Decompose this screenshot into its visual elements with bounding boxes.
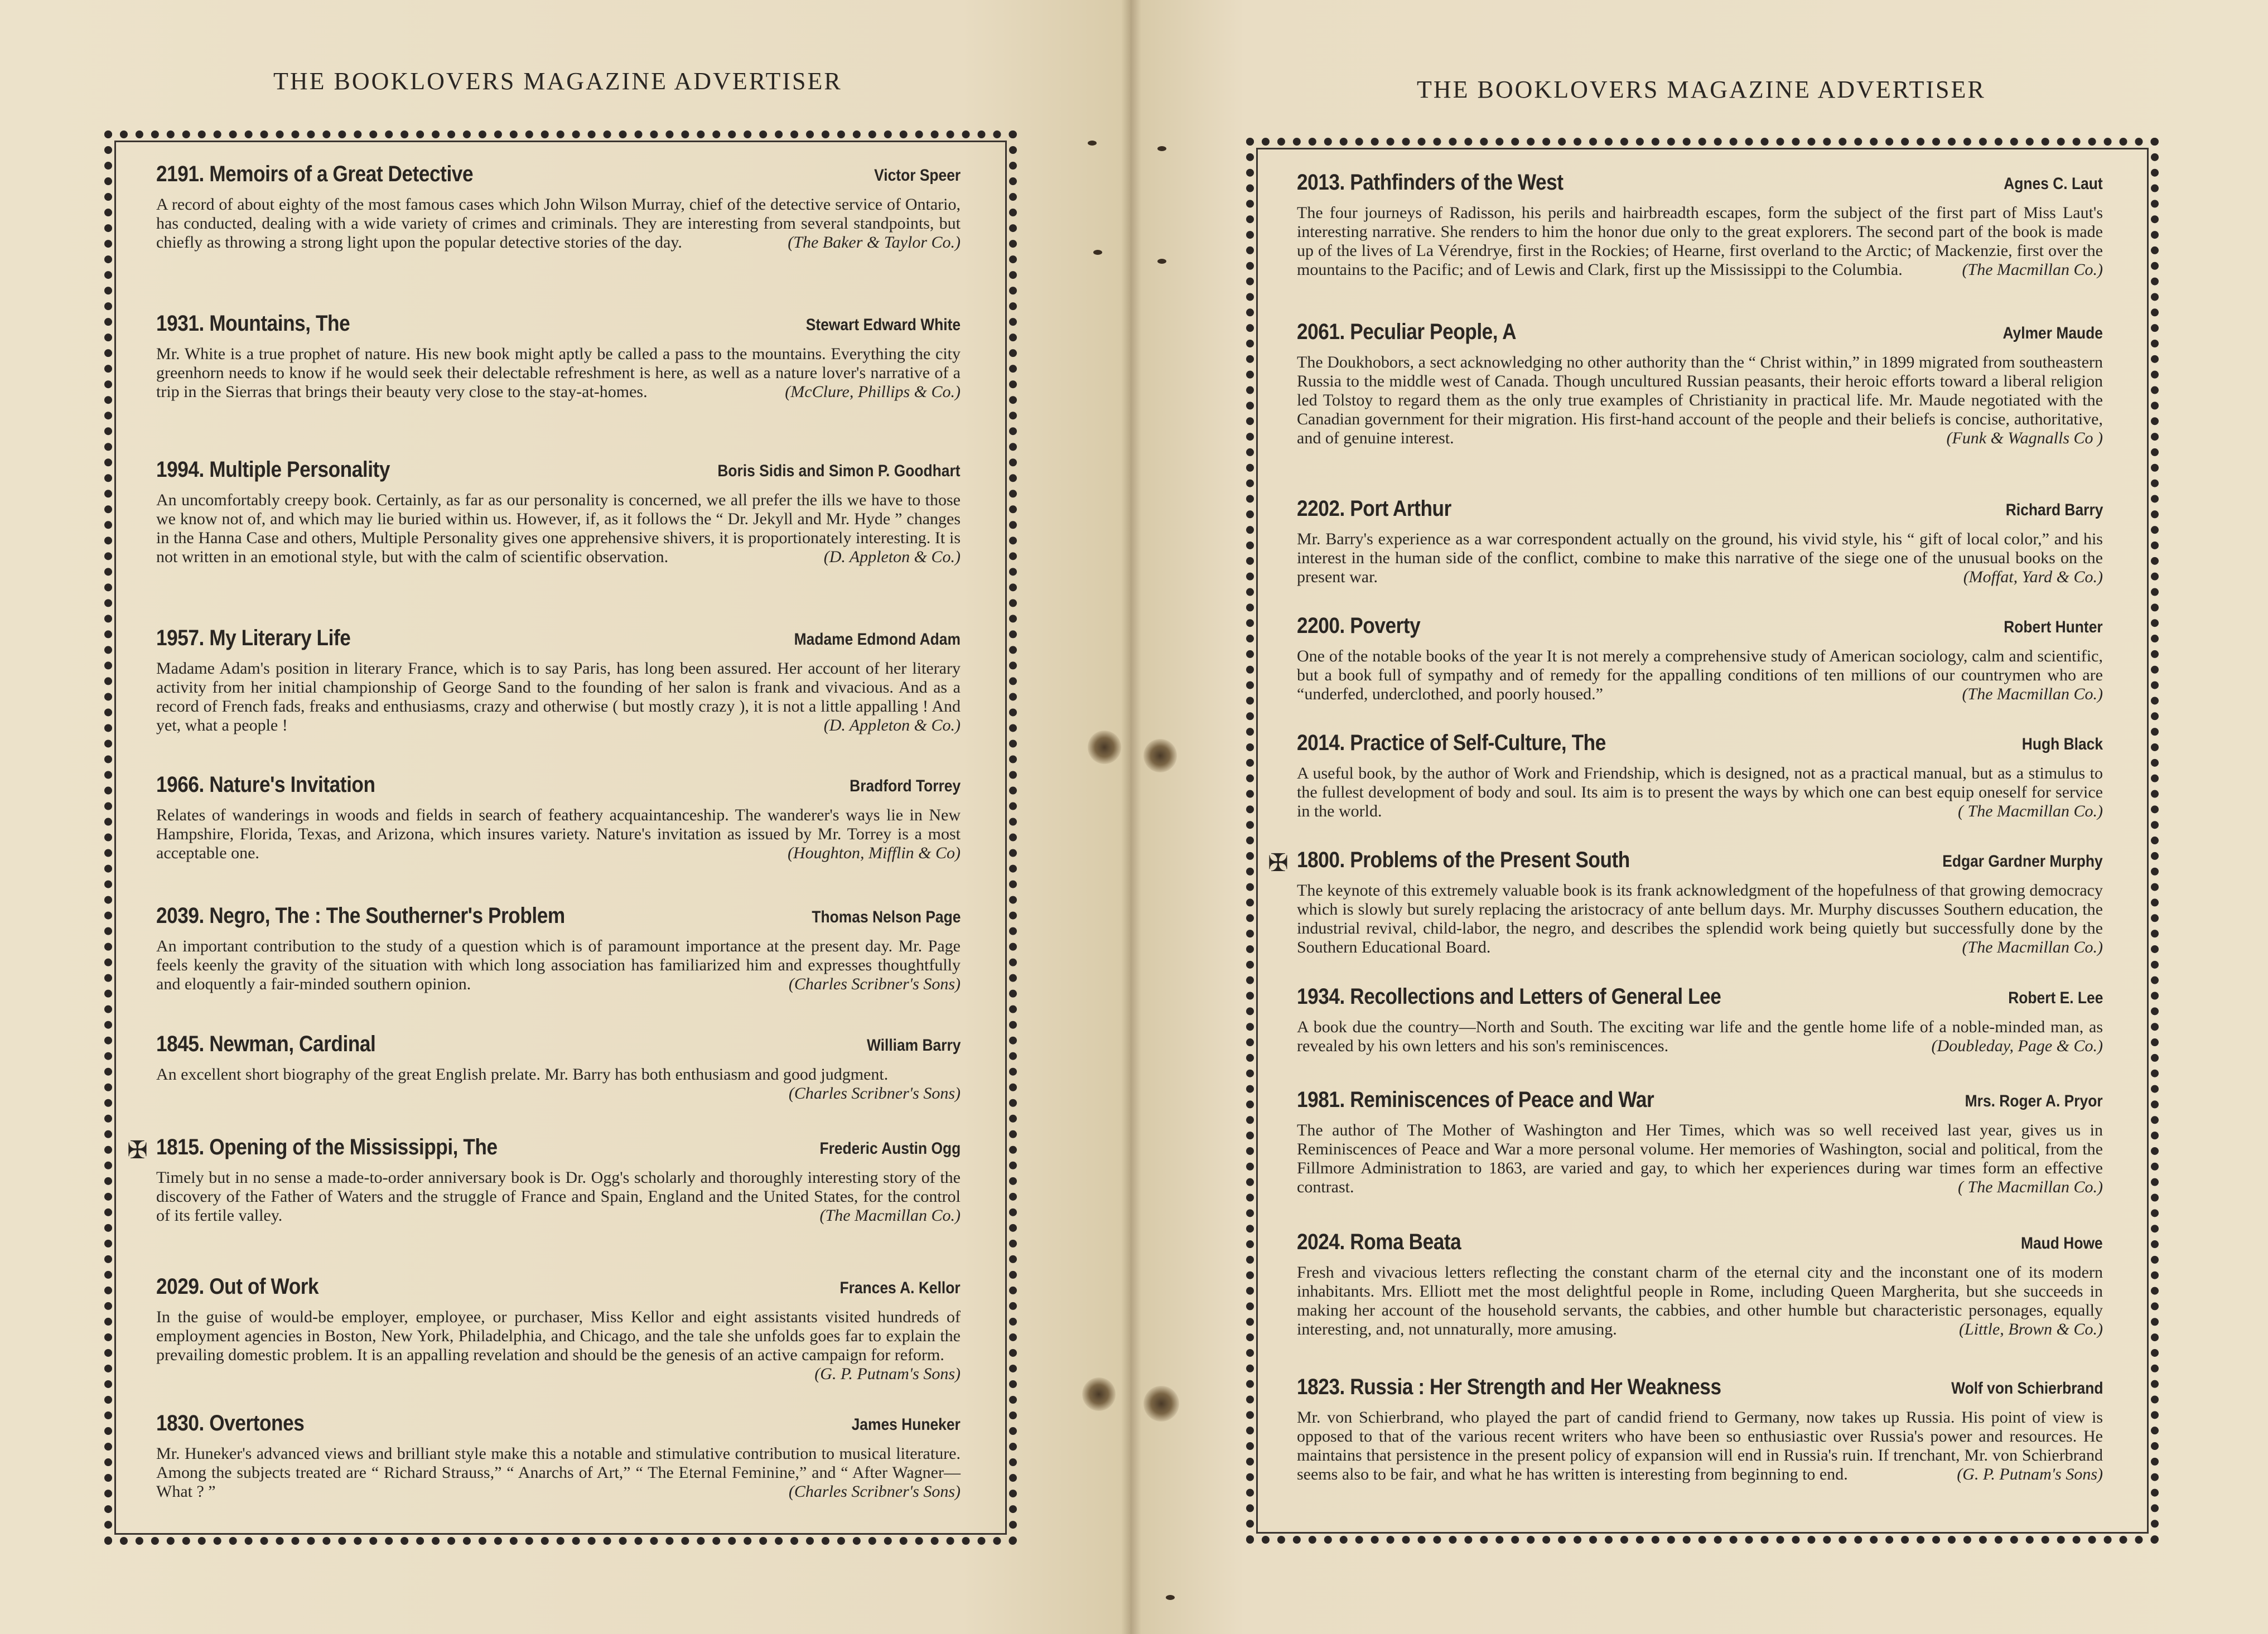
book-title: Nature's Invitation	[209, 772, 375, 797]
book-entry	[156, 1411, 961, 1501]
book-author: Frederic Austin Ogg	[819, 1139, 961, 1158]
speck	[1088, 141, 1097, 146]
book-entry	[1297, 613, 2103, 704]
description-text: Timely but in no sense a made-to-order anniversary book is Dr. Ogg's scholarly and thoroughly interesting story of the discovery of the Father of Waters and the struggle of France and Spain, England and the United States, for the control of its fertile valley.	[156, 1168, 961, 1225]
entry-title	[1297, 1230, 1461, 1255]
description-text: Mr. Barry's experience as a war correspondent actually on the ground, his vivid style, his “ gift of local color,” and his interest in the human side of the conflict, combine to make this narrative of the siege one of the unusual books on the present war.	[1297, 530, 2103, 586]
entry-title	[156, 772, 375, 797]
book-title: Memoirs of a Great Detective	[209, 162, 474, 186]
entry-description	[1297, 353, 2103, 448]
description-text: Mr. von Schierbrand, who played the part of candid friend to Germany, now takes up Russia. His point of view is opposed to that of the various recent writers who have been so enthusiastic over Russia's power and resources. He maintains that persistence in the present policy of expansion will end in Russia's ruin. If trenchant, Mr. von Schierbrand seems also to be fair, and what he has written is interesting from beginning to end.	[1297, 1408, 2103, 1483]
cross-marker-icon: ✠	[127, 1136, 148, 1164]
entry-heading	[156, 626, 961, 657]
entry-heading	[1297, 320, 2103, 351]
entry-heading	[156, 457, 961, 489]
book-entry	[156, 772, 961, 863]
description-text: The Doukhobors, a sect acknowledging no other authority than the “ Christ within,” in 1899 migrated from southeastern Russia to the middle west of Canada. Though uncultured Russian peasants, their heroic efforts toward a liberal religion led Tolstoy to regard them as the only true examples of Christianity in practical life. Mr. Maude negotiated with the Canadian government for their migration. His first-hand account of the people and their beliefs is concise, authoritative, and of genuine interest.	[1297, 353, 2103, 447]
book-entry	[1297, 170, 2103, 279]
book-entry	[1297, 1087, 2103, 1197]
publisher-name: (Charles Scribner's Sons)	[788, 975, 961, 993]
entry-number: 1957.	[156, 626, 204, 650]
description-text: Madame Adam's position in literary France, which is to say Paris, has long been assured. Her account of her literary activity from her initial championship of George Sand to the founding of her salon is frank and vivacious. And as a record of French fads, freaks and enthusiasms, crazy and otherwise ( but mostly crazy ), it is not a little appalling ! And yet, what a people !	[156, 659, 961, 734]
description-text: Relates of wanderings in woods and fields in search of feathery acquaintanceship. The wanderer's ways lie in New Hampshire, Florida, Texas, and Arizona, which insures variety. Nature's invitation as issued by Mr. Torrey is a most acceptable one.	[156, 806, 961, 862]
entry-description	[1297, 1263, 2103, 1339]
entry-description	[156, 345, 961, 402]
book-entry	[1297, 1375, 2103, 1484]
entry-title	[1297, 320, 1516, 345]
entry-heading	[1268, 848, 2103, 879]
stain-mark	[1082, 1377, 1116, 1411]
book-title: Opening of the Mississippi, The	[209, 1135, 498, 1159]
book-author: Edgar Gardner Murphy	[1942, 852, 2103, 871]
entry-number: 1823.	[1297, 1375, 1345, 1399]
description-text: A book due the country—North and South. The exciting war life and the gentle home life of a noble-minded man, as revealed by his own letters and his son's reminiscences.	[1297, 1018, 2103, 1055]
entry-description	[1297, 1121, 2103, 1197]
entry-heading	[1297, 1087, 2103, 1119]
book-title: Overtones	[209, 1411, 305, 1435]
entry-description	[156, 491, 961, 567]
book-entry	[156, 311, 961, 402]
stain-mark	[1143, 1386, 1179, 1422]
entry-description	[1297, 881, 2103, 957]
entry-number: 2029.	[156, 1274, 204, 1299]
book-entry	[1268, 848, 2103, 957]
entry-heading	[127, 1135, 961, 1166]
book-title: Out of Work	[209, 1274, 319, 1299]
description-text: Mr. White is a true prophet of nature. His new book might aptly be called a pass to the mountains. Everything the city greenhorn needs to know if he would seek their delectable refreshment is here, as well as a nature lover's narrative of a trip in the Sierras that brings their beauty very close to the stay-at-homes.	[156, 345, 961, 401]
book-author: William Barry	[866, 1036, 961, 1055]
entry-title	[1297, 1375, 1721, 1400]
book-author: Frances A. Kellor	[839, 1279, 961, 1297]
description-text: Fresh and vivacious letters reflecting the constant charm of the eternal city and the inconstant one of its modern inhabitants. Mrs. Elliott met the most delightful people in Rome, including Queen Margherita, but she succeeds in making her account of the household servants, the cabbies, and other humble but characteristic personages, equally interesting, and, not unnaturally, more amusing.	[1297, 1263, 2103, 1338]
entry-description	[156, 195, 961, 252]
book-author: Stewart Edward White	[805, 316, 961, 334]
entry-description	[1297, 1018, 2103, 1056]
book-author: Madame Edmond Adam	[794, 630, 961, 649]
book-title: Newman, Cardinal	[209, 1032, 376, 1056]
entry-title	[156, 626, 350, 651]
entry-heading	[156, 1032, 961, 1063]
entry-description	[156, 1444, 961, 1501]
entry-title	[1297, 170, 1564, 195]
entry-description	[1297, 764, 2103, 821]
speck	[1157, 146, 1166, 151]
description-text: The four journeys of Radisson, his perils and hairbreadth escapes, form the subject of the first part of Miss Laut's interesting narrative. She renders to him the honor due only to the great explorers. The second part of the book is made up of the lives of La Vérendrye, first in the Rockies; of Hearne, first overland to the Arctic; of Mackenzie, first over the mountains to the Pacific; and of Lewis and Clark, first up the Mississippi to the Columbia.	[1297, 204, 2103, 279]
book-entry	[156, 457, 961, 567]
entry-description	[1297, 647, 2103, 704]
book-title: Multiple Personality	[209, 457, 390, 482]
entry-number: 1830.	[156, 1411, 204, 1435]
publisher-name: (Houghton, Mifflin & Co)	[788, 844, 961, 862]
entry-heading	[1297, 613, 2103, 645]
entry-title	[1297, 731, 1606, 756]
publisher-name: (The Macmillan Co.)	[1962, 260, 2103, 279]
book-title: My Literary Life	[209, 626, 351, 650]
entry-title	[1297, 848, 1630, 873]
entry-number: 2061.	[1297, 320, 1345, 344]
speck	[1093, 250, 1102, 255]
publisher-name: ( The Macmillan Co.)	[1958, 1178, 2103, 1196]
book-title: Recollections and Letters of General Lee	[1350, 984, 1721, 1009]
book-entry	[1297, 731, 2103, 821]
entry-number: 2014.	[1297, 731, 1345, 755]
book-entry	[156, 162, 961, 252]
publisher-name: (Charles Scribner's Sons)	[788, 1084, 961, 1103]
book-author: Hugh Black	[2021, 735, 2103, 753]
book-author: Robert E. Lee	[2008, 989, 2103, 1007]
book-entry	[156, 626, 961, 735]
entry-heading	[156, 903, 961, 935]
book-author: Aylmer Maude	[2002, 324, 2103, 342]
book-author: Boris Sidis and Simon P. Goodhart	[717, 462, 961, 480]
entry-title	[156, 903, 565, 929]
entry-title	[156, 1274, 319, 1299]
book-author: Wolf von Schierbrand	[1951, 1379, 2103, 1398]
speck	[1157, 259, 1166, 264]
entry-heading	[156, 311, 961, 342]
book-author: James Huneker	[851, 1415, 961, 1434]
description-text: One of the notable books of the year It is not merely a comprehensive study of American sociology, calm and scientific, but a book full of sympathy and of remedy for the appalling conditions of ten millions of our countrymen who are “underfed, underclothed, and poorly housed.”	[1297, 647, 2103, 703]
book-entry	[1297, 1230, 2103, 1339]
entry-heading	[156, 162, 961, 193]
book-entry	[1297, 984, 2103, 1056]
book-author: Agnes C. Laut	[2004, 175, 2103, 193]
description-text: In the guise of would-be employer, employee, or purchaser, Miss Kellor and eight assistants visited hundreds of employment agencies in Boston, New York, Philadelphia, and Chicago, and the tale she unfolds goes far to explain the prevailing domestic problem. It is an appalling revelation and should be the genesis of an active campaign for reform.	[156, 1308, 961, 1364]
book-title: Pathfinders of the West	[1350, 170, 1564, 195]
entry-heading	[156, 1411, 961, 1442]
entry-description	[1297, 204, 2103, 279]
description-text: A useful book, by the author of Work and Friendship, which is designed, not as a practical manual, but as a stimulus to the fullest development of body and soul. Its aim is to present the ways by which one can best equip oneself for service in the world.	[1297, 764, 2103, 820]
entry-title	[156, 457, 390, 482]
entry-heading	[156, 772, 961, 804]
book-title: Mountains, The	[209, 311, 350, 336]
description-text: An important contribution to the study of a question which is of paramount importance at the present day. Mr. Page feels keenly the gravity of the situation with which long association has familiarized him and expresses thoughtfully and eloquently a fair-minded southern opinion.	[156, 937, 961, 993]
publisher-name: (Charles Scribner's Sons)	[788, 1482, 961, 1501]
entry-number: 1934.	[1297, 984, 1345, 1009]
publisher-name: (D. Appleton & Co.)	[823, 548, 961, 566]
publisher-name: (The Baker & Taylor Co.)	[788, 233, 961, 252]
book-title: Reminiscences of Peace and War	[1350, 1087, 1654, 1112]
book-title: Poverty	[1350, 613, 1421, 638]
entry-number: 2013.	[1297, 170, 1345, 195]
book-entry	[156, 1274, 961, 1384]
book-title: Port Arthur	[1350, 496, 1451, 521]
publisher-name: (Doubleday, Page & Co.)	[1931, 1037, 2103, 1055]
book-author: Richard Barry	[2005, 501, 2103, 519]
book-author: Robert Hunter	[2004, 618, 2103, 636]
cross-marker-icon: ✠	[1268, 849, 1289, 877]
book-title: Negro, The : The Southerner's Problem	[209, 903, 565, 928]
entry-title	[156, 162, 473, 187]
stain-mark	[1143, 739, 1177, 772]
publisher-name: ( The Macmillan Co.)	[1958, 802, 2103, 820]
entry-title	[156, 1411, 304, 1436]
entry-number: 2024.	[1297, 1230, 1345, 1254]
book-entry	[156, 1032, 961, 1103]
entry-number: 2202.	[1297, 496, 1345, 521]
description-text: An uncomfortably creepy book. Certainly, as far as our personality is concerned, we all prefer the ills we have to those we know not of, and which may lie buried within us. However, if, as it follows the “ Dr. Jekyll and Mr. Hyde ” changes in the Hanna Case and others, Multiple Personality gives one apprehensive shivers, it is proportionately interesting. It is not written in an emotional style, but with the calm of scientific observation.	[156, 491, 961, 566]
publisher-name: (Funk & Wagnalls Co )	[1946, 429, 2103, 447]
entry-description	[156, 1065, 961, 1103]
entry-number: 2191.	[156, 162, 204, 186]
book-entry	[127, 1135, 961, 1225]
entry-description	[1297, 1408, 2103, 1484]
entry-description	[156, 937, 961, 994]
book-author: Thomas Nelson Page	[811, 908, 961, 926]
entry-heading	[1297, 984, 2103, 1016]
entry-title	[156, 1032, 375, 1057]
publisher-name: (Little, Brown & Co.)	[1958, 1320, 2103, 1338]
entry-title	[156, 1135, 498, 1160]
publisher-name: (The Macmillan Co.)	[819, 1206, 961, 1225]
book-title: Peculiar People, A	[1350, 320, 1517, 344]
entry-description	[156, 659, 961, 735]
publisher-name: (Moffat, Yard & Co.)	[1963, 568, 2103, 586]
page-header: THE BOOKLOVERS MAGAZINE ADVERTISER	[273, 67, 842, 95]
publisher-name: (G. P. Putnam's Sons)	[1957, 1465, 2103, 1483]
description-text: An excellent short biography of the great English prelate. Mr. Barry has both enthusiasm and good judgment.	[156, 1065, 889, 1084]
book-title: Problems of the Present South	[1350, 848, 1630, 872]
publisher-name: (D. Appleton & Co.)	[823, 716, 961, 734]
stain-mark	[1088, 731, 1121, 764]
entry-description	[1297, 530, 2103, 587]
entry-heading	[1297, 731, 2103, 762]
publisher-name: (The Macmillan Co.)	[1962, 685, 2103, 703]
entry-number: 1815.	[156, 1135, 204, 1159]
entry-title	[1297, 984, 1721, 1009]
entry-heading	[156, 1274, 961, 1306]
book-author: Bradford Torrey	[849, 777, 961, 795]
book-entry	[156, 903, 961, 994]
page-header: THE BOOKLOVERS MAGAZINE ADVERTISER	[1417, 76, 1986, 103]
entry-description	[156, 806, 961, 863]
book-author: Mrs. Roger A. Pryor	[1965, 1092, 2103, 1110]
entry-title	[1297, 1087, 1654, 1113]
description-text: The keynote of this extremely valuable book is its frank acknowledgment of the hopefulness of that growing democracy which is slowly but surely replacing the aristocracy of ante bellum days. Mr. Murphy discusses Southern education, the industrial revival, child-labor, the negro, and describes the splendid work being quietly but successfully done by the Southern Educational Board.	[1297, 881, 2103, 956]
description-text: A record of about eighty of the most famous cases which John Wilson Murray, chief of the detective service of Ontario, has conducted, dealing with a wide variety of crimes and criminals. They are interesting from several standpoints, but chiefly as throwing a strong light upon the popular detective stories of the day.	[156, 195, 961, 252]
entry-number: 1994.	[156, 457, 204, 482]
entry-description	[156, 1168, 961, 1225]
entry-number: 1931.	[156, 311, 204, 336]
description-text: Mr. Huneker's advanced views and brilliant style make this a notable and stimulative contribution to musical literature. Among the subjects treated are “ Richard Strauss,” “ Anarchs of Art,” “ The Eternal Feminine,” and “ After Wagner—What ? ”	[156, 1444, 961, 1501]
entry-title	[156, 311, 350, 336]
book-author: Maud Howe	[2021, 1234, 2103, 1253]
entry-number: 1966.	[156, 772, 204, 797]
speck	[1166, 1595, 1175, 1600]
entry-heading	[1297, 1375, 2103, 1406]
book-entry	[1297, 496, 2103, 587]
entry-heading	[1297, 170, 2103, 201]
entry-number: 1981.	[1297, 1087, 1345, 1112]
entry-description	[156, 1308, 961, 1383]
book-entry	[1297, 320, 2103, 448]
publisher-name: (McClure, Phillips & Co.)	[785, 383, 961, 401]
book-title: Russia : Her Strength and Her Weakness	[1350, 1375, 1721, 1399]
entry-heading	[1297, 1230, 2103, 1261]
publisher-name: (The Macmillan Co.)	[1962, 938, 2103, 956]
entry-number: 1800.	[1297, 848, 1345, 872]
book-title: Practice of Self-Culture, The	[1350, 731, 1606, 755]
entry-number: 2200.	[1297, 613, 1345, 638]
entry-heading	[1297, 496, 2103, 528]
book-author: Victor Speer	[874, 166, 961, 185]
entry-title	[1297, 613, 1420, 639]
entry-number: 1845.	[156, 1032, 204, 1056]
description-text: The author of The Mother of Washington and Her Times, which was so well received last year, gives us in Reminiscences of Peace and War a more personal volume. Her memories of Washington, social and political, from the Fillmore Administration to 1863, are varied and gay, to which her experiences during war times form an effective contrast.	[1297, 1121, 2103, 1196]
book-title: Roma Beata	[1350, 1230, 1461, 1254]
publisher-name: (G. P. Putnam's Sons)	[814, 1365, 961, 1383]
book-gutter	[1121, 0, 1141, 1634]
entry-title	[1297, 496, 1451, 521]
entry-number: 2039.	[156, 903, 204, 928]
